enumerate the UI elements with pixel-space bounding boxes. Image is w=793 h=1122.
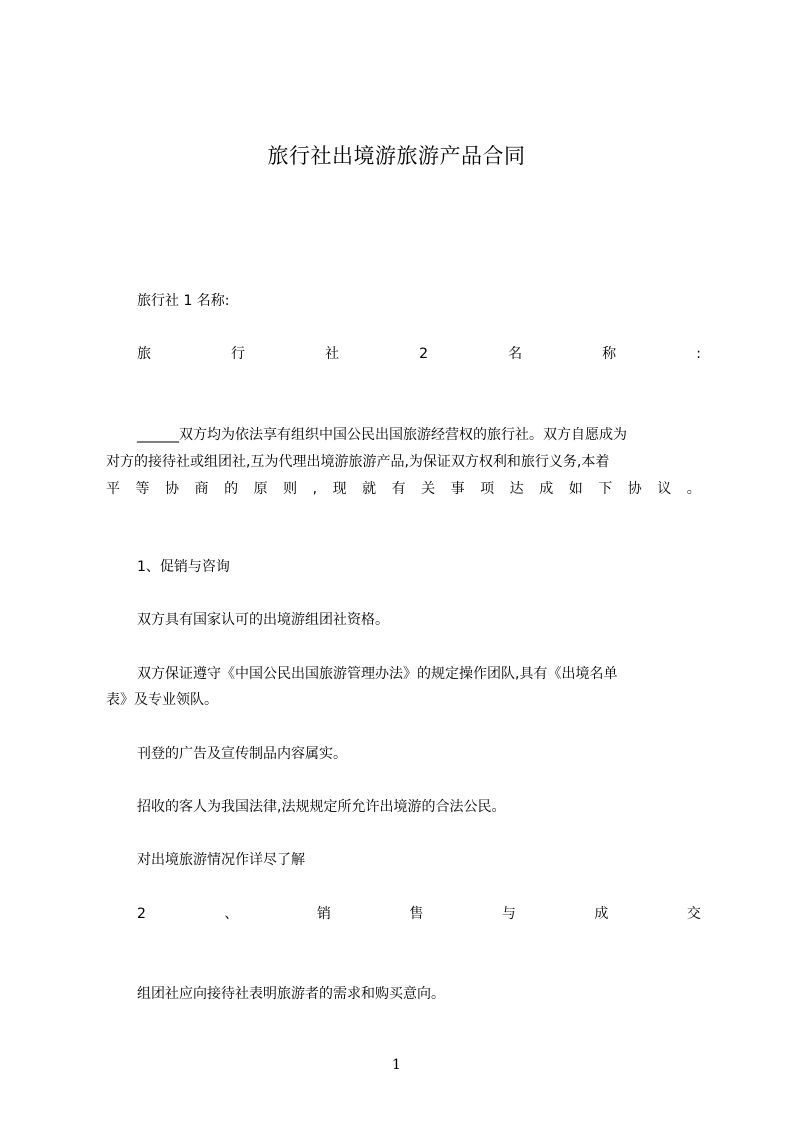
agency2-char: 旅 bbox=[137, 346, 151, 362]
section2-heading bbox=[137, 904, 701, 924]
section1-paragraph: 刊登的广告及宣传制品内容属实。 bbox=[137, 746, 347, 762]
section2-char: 成 bbox=[594, 906, 609, 922]
section1-paragraph: 对出境旅游情况作详尽了解 bbox=[137, 852, 305, 868]
section1-paragraph-line1: 双方保证遵守《中国公民出国旅游管理办法》的规定操作团队,具有《出境名单 bbox=[137, 666, 618, 682]
section2-char: 销 bbox=[316, 906, 331, 922]
intro-char: 协 bbox=[165, 481, 180, 497]
intro-char: 达 bbox=[509, 481, 524, 497]
intro-char: 项 bbox=[480, 481, 495, 497]
agency2-char: 名 bbox=[508, 346, 523, 362]
agency2-char: : bbox=[696, 346, 701, 362]
section2-char: 交 bbox=[686, 906, 701, 922]
intro-char: 商 bbox=[194, 481, 209, 497]
intro-char: 关 bbox=[421, 481, 436, 497]
intro-char: 事 bbox=[450, 481, 465, 497]
intro-char: 原 bbox=[253, 481, 268, 497]
agency2-char: 2 bbox=[419, 346, 429, 362]
agency2-char: 行 bbox=[231, 346, 246, 362]
agency2-char: 社 bbox=[325, 346, 340, 362]
intro-paragraph-line2: 对方的接待社或组团社,互为代理出境游旅游产品,为保证双方权利和旅行义务,本着 bbox=[106, 454, 610, 470]
agency2-label bbox=[137, 344, 701, 364]
intro-char: , bbox=[312, 481, 318, 497]
section1-paragraph: 双方具有国家认可的出境游组团社资格。 bbox=[137, 612, 389, 628]
intro-char: 成 bbox=[539, 481, 554, 497]
intro-char: 就 bbox=[362, 481, 377, 497]
section2-char: 售 bbox=[409, 906, 424, 922]
intro-paragraph-line1: ______双方均为依法享有组织中国公民出国旅游经营权的旅行社。双方自愿成为 bbox=[137, 427, 627, 443]
section1-heading: 1、促销与咨询 bbox=[137, 559, 230, 575]
section1-paragraph: 招收的客人为我国法律,法规规定所允许出境游的合法公民。 bbox=[137, 799, 506, 815]
intro-char: 议 bbox=[657, 481, 672, 497]
section2-paragraph: 组团社应向接待社表明旅游者的需求和购买意向。 bbox=[137, 986, 445, 1002]
section2-char: 与 bbox=[501, 906, 516, 922]
intro-char: 协 bbox=[627, 481, 642, 497]
agency2-char: 称 bbox=[602, 346, 617, 362]
section2-char: 、 bbox=[224, 906, 239, 922]
intro-char: 平 bbox=[106, 481, 120, 497]
page-number: 1 bbox=[392, 1057, 401, 1073]
intro-char: 等 bbox=[135, 481, 150, 497]
agency1-label: 旅行社 1 名称: bbox=[137, 293, 230, 309]
intro-char: 如 bbox=[568, 481, 583, 497]
intro-char: 有 bbox=[391, 481, 406, 497]
intro-char: 现 bbox=[332, 481, 347, 497]
intro-paragraph-line3 bbox=[106, 479, 701, 499]
intro-char: 则 bbox=[283, 481, 298, 497]
section1-paragraph-line2: 表》及专业领队。 bbox=[106, 692, 218, 708]
intro-char: 的 bbox=[224, 481, 239, 497]
intro-char: 下 bbox=[598, 481, 613, 497]
document-title: 旅行社出境游旅游产品合同 bbox=[267, 144, 526, 168]
section2-char: 2 bbox=[137, 906, 146, 922]
intro-char: 。 bbox=[686, 481, 701, 497]
